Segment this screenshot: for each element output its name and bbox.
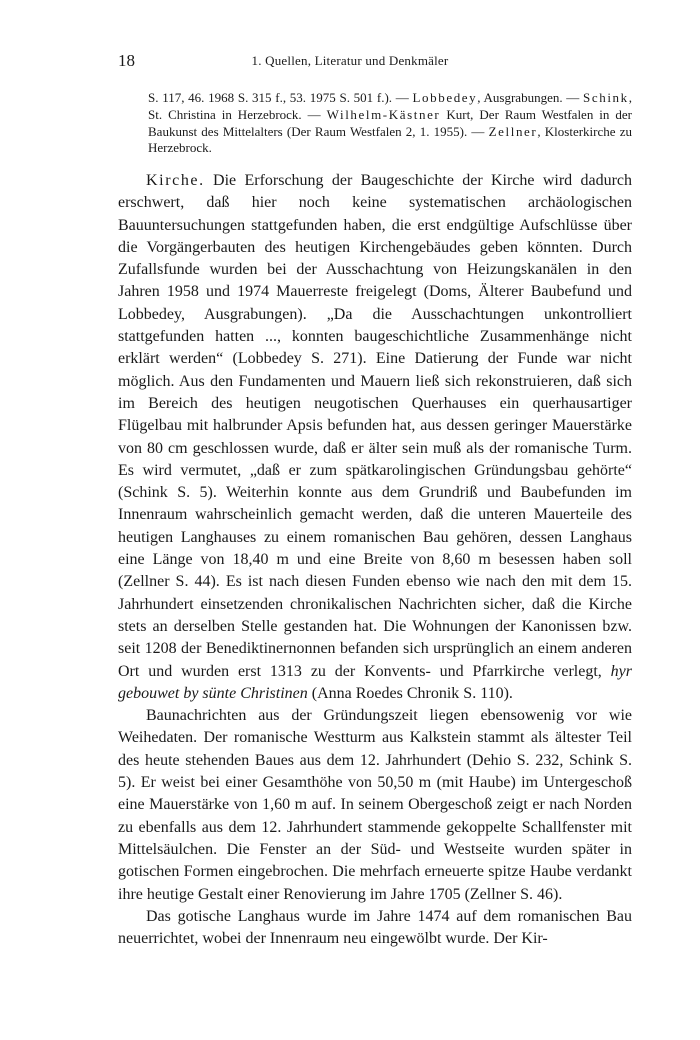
biblio-text: , Ausgrabungen. — — [477, 90, 584, 105]
paragraph-text: Die Erforschung der Baugeschichte der Kirche wird dadurch erschwert, daß hier noch keine systematischen archäologischen Bauuntersuchungen stattgefunden haben, die erst endgültige Aufschlüsse über die Vorgängerbauten des heutigen Kirchengebäudes geben könnten. Durch Zufallsfunde wurden bei der Ausschachtung von Heizungskanälen in den Jahren 1958 und 1974 Mauerreste freigelegt (Doms, Älterer Baubefund und Lobbedey, Ausgrabungen). „Da die Ausschachtungen unkontrolliert stattgefunden hatten ..., konnten baugeschichtliche Zusammenhänge nicht erklärt werden“ (Lobbedey S. 271). Eine Datierung der Funde war nicht möglich. Aus den Fundamenten und Mauern ließ sich rekonstruieren, daß sich im Bereich des heutigen neugotischen Querhauses ein querhausartiger Flügelbau mit halbrunder Apsis befunden hat, aus dessen geringer Mauerstärke von 80 cm geschlossen wurde, daß er älter sein muß als der romanische Turm. Es wird vermutet, „daß er zum spätkarolingischen Gründungsbau gehörte“ (Schink S. 5). Weiterhin konnte aus dem Grundriß und Baubefunden im Innenraum wahrscheinlich gemacht werden, daß die unteren Mauerteile des heutigen Langhauses zu einem romanischen Bau gehören, dessen Langhaus eine Länge von 18,40 m und eine Breite von 8,60 m besessen haben soll (Zellner S. 44). Es ist nach diesen Funden ebenso wie nach den mit dem 15. Jahrhundert einsetzenden chronikalischen Nachrichten sicher, daß die Kirche stets an derselben Stelle gestanden hat. Die Wohnungen der Kanonissen bzw. seit 1208 der Benediktinernonnen befanden sich ursprünglich an einem anderen Ort und wurden erst 1313 zu der Konvents- und Pfarrkirche verlegt, — [118, 172, 632, 680]
biblio-author: Lobbedey — [412, 90, 478, 105]
paragraph-kirche — [118, 170, 632, 705]
biblio-text: Kurt, Der Raum Westfalen in der Baukunst des Mittelalters (Der Raum Westfalen 2, 1. 1955). — — [148, 106, 632, 139]
running-title: 1. Quellen, Literatur und Denkmäler — [251, 53, 449, 68]
biblio-author: Zellner — [488, 123, 538, 139]
biblio-author: Wilhelm-Kästner — [326, 106, 441, 122]
section-lead: Kirche. — [146, 172, 205, 189]
biblio-text: , Klosterkirche zu Herzebrock. — [148, 123, 632, 156]
page-number: 18 — [118, 51, 135, 70]
biblio-author: Schink — [583, 90, 629, 105]
body-text — [118, 170, 632, 950]
bibliography-block — [148, 90, 632, 157]
paragraph-langhaus: Das gotische Langhaus wurde im Jahre 1474 auf dem romanischen Bau neuerrichtet, wobei der Innenraum neu eingewölbt wurde. Der Kir- — [118, 907, 632, 948]
paragraph-text: (Anna Roedes Chronik S. 110). — [307, 684, 513, 702]
biblio-text: S. 117, 46. 1968 S. 315 f., 53. 1975 S. 501 f.). — — [148, 90, 413, 105]
italic-quote: hyr gebouwet by sünte Christinen — [118, 662, 632, 702]
paragraph-baunachrichten: Baunachrichten aus der Gründungszeit liegen ebensowenig vor wie Weihedaten. Der romanische Westturm aus Kalkstein stammt als ältester Teil des heute stehenden Baues aus dem 12. Jahrhundert (Dehio S. 232, Schink S. 5). Er weist bei einer Gesamthöhe von 50,50 m (mit Haube) im Untergeschoß eine Mauerstärke von 1,60 m auf. In seinem Obergeschoß zeigt er nach Norden zu ebenfalls aus dem 12. Jahrhundert stammende gekoppelte Schallfenster mit Mittelsäulchen. Die Fenster an der Süd- und Westseite wurden später in gotischen Formen eingebrochen. Die mehrfach erneuerte spitze Haube verdankt ihre heutige Gestalt einer Renovierung im Jahre 1705 (Zellner S. 46). — [118, 707, 632, 903]
biblio-text: , St. Christina in Herzebrock. — — [148, 90, 632, 122]
